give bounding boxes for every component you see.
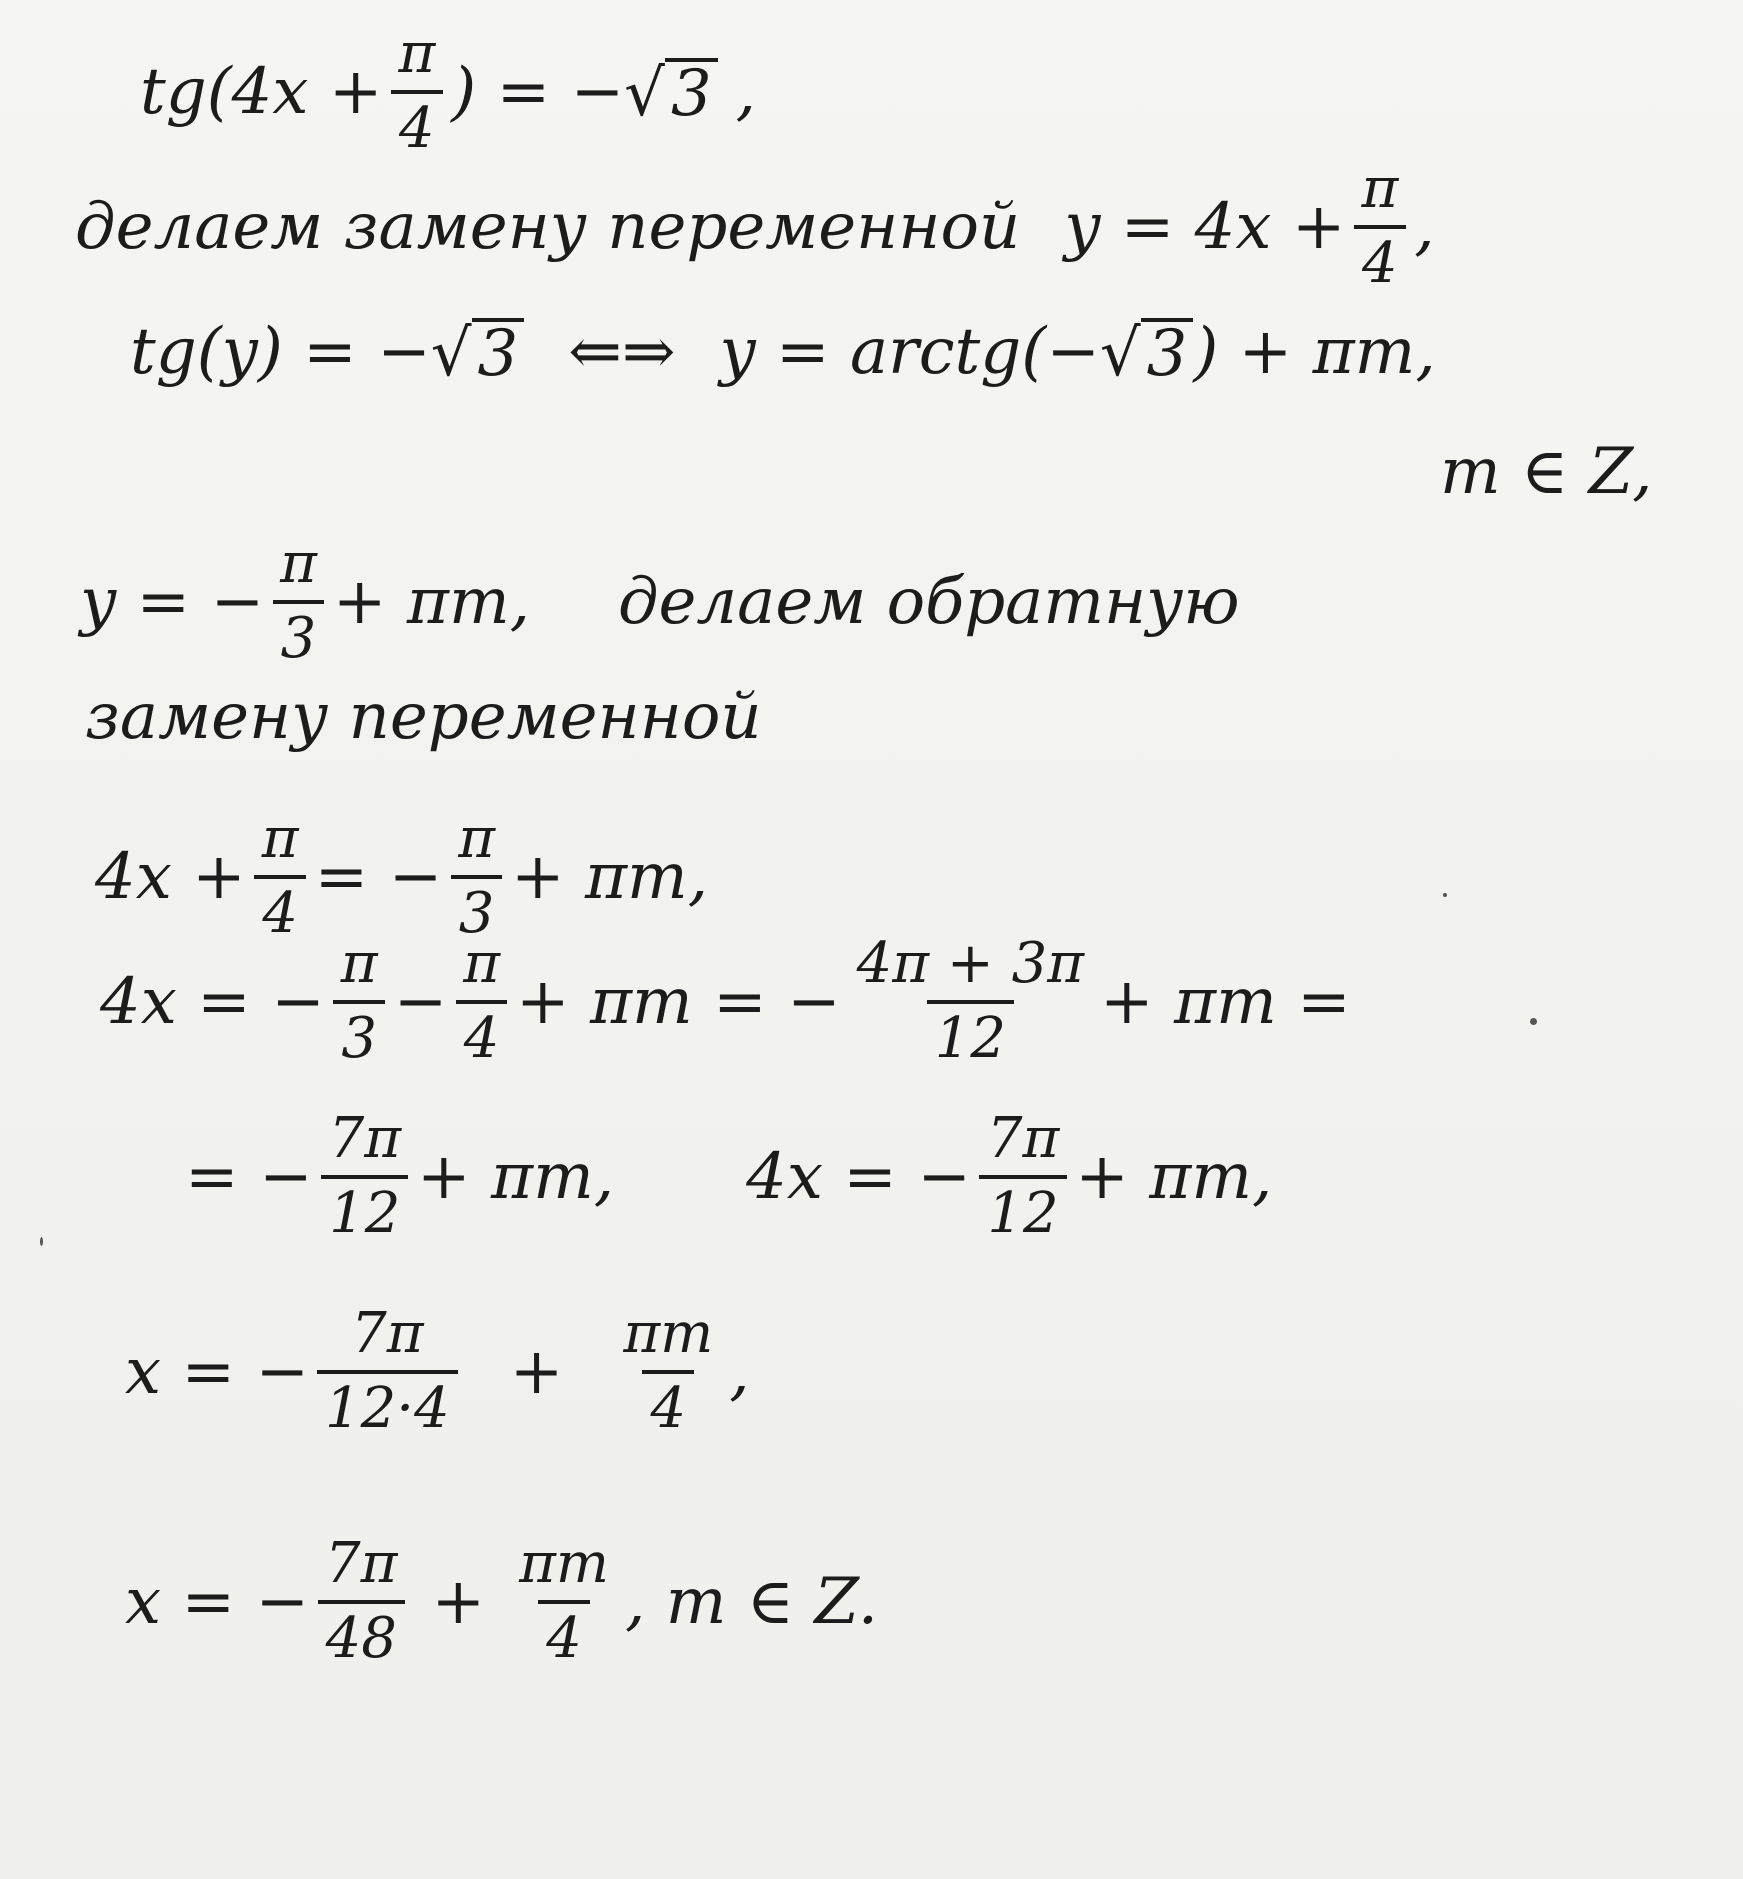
- equation-line-8: [100, 931, 1351, 1071]
- text: 4x = −: [100, 964, 325, 1039]
- text: + πm,: [332, 564, 530, 639]
- text: tg(y) = −: [130, 315, 431, 389]
- text: 4x = −: [746, 1139, 971, 1214]
- radicand: 3: [1141, 318, 1194, 386]
- fraction: [254, 806, 307, 946]
- denominator: 3: [273, 600, 325, 669]
- text: , m ∈ Z.: [625, 1564, 879, 1639]
- radicand: 3: [472, 318, 525, 386]
- text: + πm,: [417, 1139, 615, 1214]
- equation-line-7: [95, 806, 709, 946]
- text: 4x +: [95, 839, 246, 914]
- text: x = −: [125, 1564, 310, 1639]
- text: y = 4x +: [1064, 189, 1346, 264]
- text: делаем замену переменной: [75, 189, 1021, 264]
- denominator: 4: [391, 90, 443, 159]
- equation-line-10: [125, 1301, 750, 1441]
- denominator: 4: [642, 1370, 694, 1439]
- equation-line-6: [85, 680, 762, 754]
- square-root: √ 3: [624, 58, 718, 126]
- denominator: 12: [979, 1175, 1066, 1244]
- numerator: π: [458, 806, 495, 871]
- square-root: √ 3: [431, 318, 525, 386]
- fraction: [1353, 156, 1406, 296]
- fraction: [979, 1106, 1067, 1246]
- equation-line-4: [1440, 435, 1653, 509]
- numerator: πm: [623, 1301, 714, 1366]
- numerator: π: [261, 806, 299, 871]
- equation-line-3: [130, 315, 1436, 391]
- numerator: π: [398, 21, 436, 86]
- text: замену переменной: [85, 680, 762, 754]
- numerator: πm: [519, 1531, 609, 1596]
- equation-line-9: [185, 1106, 1273, 1246]
- numerator: π: [340, 931, 378, 996]
- equivalence-arrow: ⇐⇒: [568, 315, 676, 389]
- text: y = arctg(−: [719, 315, 1100, 389]
- text: +: [431, 1564, 486, 1639]
- equation-line-5: [80, 531, 1240, 671]
- equation-line-1: [140, 21, 756, 161]
- paper-speck: [40, 1237, 43, 1246]
- text: x = −: [125, 1334, 310, 1409]
- denominator: 4: [1354, 225, 1406, 294]
- fraction: [272, 531, 325, 671]
- denominator: 12: [927, 1000, 1014, 1069]
- fraction: [333, 931, 386, 1071]
- equation-line-2: [75, 156, 1435, 296]
- text: делаем обратную: [617, 564, 1240, 639]
- text: ,: [729, 1334, 750, 1409]
- denominator: 12: [321, 1175, 408, 1244]
- fraction: [450, 806, 503, 946]
- paper-speck: [1443, 893, 1447, 897]
- fraction: [321, 1106, 409, 1246]
- fraction: [317, 1301, 458, 1441]
- fraction: [849, 931, 1092, 1071]
- numerator: 7π: [986, 1106, 1060, 1171]
- square-root: √ 3: [1100, 318, 1194, 386]
- text: + πm = −: [516, 964, 841, 1039]
- denominator: 48: [318, 1600, 405, 1669]
- text: + πm,: [1075, 1139, 1273, 1214]
- denominator: 4: [456, 1000, 508, 1069]
- fraction: [455, 931, 508, 1071]
- text: = −: [185, 1139, 313, 1214]
- numerator: 4π + 3π: [856, 931, 1085, 996]
- denominator: 3: [333, 1000, 385, 1069]
- text: ,: [735, 54, 756, 129]
- denominator: 3: [451, 875, 503, 944]
- denominator: 4: [254, 875, 306, 944]
- text: ) + πm,: [1193, 315, 1436, 389]
- numerator: π: [280, 531, 317, 596]
- fraction: [390, 21, 443, 161]
- text: m ∈ Z,: [1440, 435, 1653, 509]
- text: tg(4x +: [140, 54, 383, 129]
- text: y = −: [80, 564, 265, 639]
- text: −: [393, 964, 448, 1039]
- text: +: [509, 1334, 564, 1409]
- text: ) = −: [451, 54, 625, 129]
- numerator: 7π: [328, 1106, 402, 1171]
- text: = −: [314, 839, 443, 914]
- text: + πm,: [511, 839, 709, 914]
- radicand: 3: [665, 58, 718, 126]
- numerator: 7π: [325, 1531, 398, 1596]
- numerator: π: [1361, 156, 1399, 221]
- text: ,: [1414, 189, 1435, 264]
- fraction: [615, 1301, 721, 1441]
- fraction: [317, 1531, 405, 1671]
- numerator: 7π: [351, 1301, 424, 1366]
- paper-speck: [1530, 1018, 1537, 1025]
- text: + πm =: [1100, 964, 1351, 1039]
- denominator: 4: [538, 1600, 590, 1669]
- fraction: [511, 1531, 617, 1671]
- numerator: π: [463, 931, 500, 996]
- denominator: 12·4: [317, 1370, 458, 1439]
- equation-line-11: [125, 1531, 879, 1671]
